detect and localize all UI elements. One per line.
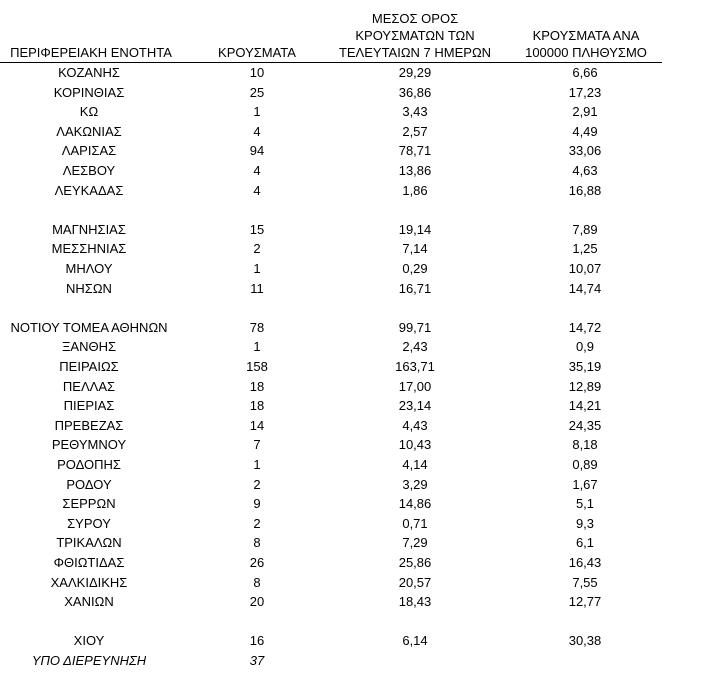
region-cell: ΧΑΝΙΩΝ xyxy=(64,594,114,610)
per-100k-cell: 12,77 xyxy=(568,594,602,610)
cases-cell: 11 xyxy=(250,280,264,296)
average-cell: 16,71 xyxy=(398,280,432,296)
region-cell: ΡΕΘΥΜΝΟΥ xyxy=(51,437,127,453)
table-row xyxy=(0,122,725,142)
region-cell: ΛΑΚΩΝΙΑΣ xyxy=(56,123,122,139)
per-100k-cell: 7,89 xyxy=(572,221,598,237)
table-row xyxy=(0,553,725,573)
table-row xyxy=(0,475,725,495)
per-100k-cell: 24,35 xyxy=(568,417,602,433)
per-100k-cell: 10,07 xyxy=(568,261,602,276)
average-cell: 14,86 xyxy=(398,496,432,512)
cases-cell: 14 xyxy=(249,417,265,433)
header-per-line-1: ΚΡΟΥΣΜΑΤΑ ΑΝΑ xyxy=(532,28,640,43)
region-cell: ΧΑΛΚΙΔΙΚΗΣ xyxy=(50,574,128,590)
header-avg-line-3: ΤΕΛΕΥΤΑΙΩΝ 7 ΗΜΕΡΩΝ xyxy=(338,45,492,60)
region-cell: ΜΕΣΣΗΝΙΑΣ xyxy=(51,241,127,257)
average-cell: 23,14 xyxy=(398,398,432,414)
per-100k-cell: 1,25 xyxy=(572,241,598,257)
per-100k-cell: 6,1 xyxy=(575,535,595,551)
region-cell: ΡΟΔΟΥ xyxy=(66,476,112,492)
cases-cell: 37 xyxy=(249,653,265,668)
per-100k-cell: 5,1 xyxy=(575,496,595,512)
cases-cell: 2 xyxy=(253,241,261,257)
under-investigation-row xyxy=(0,651,725,671)
region-cell: ΜΑΓΝΗΣΙΑΣ xyxy=(52,221,126,237)
table-row xyxy=(0,83,725,103)
region-cell: ΚΟΖΑΝΗΣ xyxy=(58,65,120,80)
cases-cell: 9 xyxy=(253,496,261,512)
region-cell: ΝΟΤΙΟΥ ΤΟΜΕΑ ΑΘΗΝΩΝ xyxy=(10,319,168,335)
cases-cell: 4 xyxy=(253,123,261,139)
table-row xyxy=(0,239,725,259)
cases-cell: 8 xyxy=(253,535,261,551)
region-cell: ΧΙΟΥ xyxy=(73,633,105,649)
cases-cell: 1 xyxy=(253,339,261,355)
cases-cell: 7 xyxy=(253,437,261,453)
per-100k-cell: 33,06 xyxy=(568,143,602,159)
header-seven-day-average xyxy=(330,10,500,61)
cases-cell: 1 xyxy=(253,261,261,276)
region-cell: ΜΗΛΟΥ xyxy=(65,261,113,276)
per-100k-cell: 16,43 xyxy=(568,555,602,570)
per-100k-cell: 14,72 xyxy=(568,319,602,335)
region-cell: ΞΑΝΘΗΣ xyxy=(61,339,117,355)
cases-cell: 2 xyxy=(253,476,261,492)
cases-cell: 20 xyxy=(249,594,265,610)
table-row xyxy=(0,141,725,161)
average-cell: 25,86 xyxy=(398,555,432,570)
table-row xyxy=(0,592,725,612)
per-100k-cell: 8,18 xyxy=(572,437,598,453)
table-row xyxy=(0,181,725,201)
cases-cell: 18 xyxy=(249,398,265,414)
average-cell: 6,14 xyxy=(402,633,428,649)
region-cell: ΠΡΕΒΕΖΑΣ xyxy=(54,417,124,433)
region-cell: ΣΥΡΟΥ xyxy=(67,515,111,531)
cases-cell: 1 xyxy=(253,457,261,472)
cases-cell: 158 xyxy=(246,359,268,374)
cases-cell: 4 xyxy=(253,163,261,178)
average-cell: 7,29 xyxy=(402,535,428,551)
average-cell: 7,14 xyxy=(402,241,428,257)
table-row xyxy=(0,259,725,279)
table-row xyxy=(0,161,725,181)
per-100k-cell: 4,49 xyxy=(572,123,598,139)
header-avg-line-1: ΜΕΣΟΣ ΟΡΟΣ xyxy=(371,11,459,26)
region-cell: ΛΕΣΒΟΥ xyxy=(62,163,116,178)
region-cell: ΠΕΙΡΑΙΩΣ xyxy=(59,359,119,374)
per-100k-cell: 6,66 xyxy=(572,65,598,80)
average-cell: 3,43 xyxy=(402,104,428,120)
average-cell: 18,43 xyxy=(398,594,432,610)
region-cell: ΚΟΡΙΝΘΙΑΣ xyxy=(53,84,125,100)
per-100k-cell: 9,3 xyxy=(575,515,595,531)
table-row xyxy=(0,279,725,299)
average-cell: 99,71 xyxy=(398,319,432,335)
region-cell: ΣΕΡΡΩΝ xyxy=(62,496,116,512)
per-100k-cell: 0,89 xyxy=(572,457,598,472)
average-cell: 4,43 xyxy=(402,417,428,433)
average-cell: 163,71 xyxy=(395,359,435,374)
table-row xyxy=(0,514,725,534)
table-row xyxy=(0,455,725,475)
region-cell: ΝΗΣΩΝ xyxy=(66,280,112,296)
header-avg-line-2: ΚΡΟΥΣΜΑΤΩΝ ΤΩΝ xyxy=(355,28,475,43)
table-row xyxy=(0,631,725,651)
table-row xyxy=(0,396,725,416)
table-row xyxy=(0,573,725,593)
region-cell: ΡΟΔΟΠΗΣ xyxy=(57,457,121,472)
cases-cell: 10 xyxy=(249,65,265,80)
average-cell: 20,57 xyxy=(398,574,432,590)
cases-cell: 26 xyxy=(249,555,265,570)
table-row xyxy=(0,377,725,397)
average-cell: 10,43 xyxy=(398,437,432,453)
table-header xyxy=(0,0,725,64)
region-cell: ΠΙΕΡΙΑΣ xyxy=(63,398,115,414)
average-cell: 17,00 xyxy=(398,378,432,394)
per-100k-cell: 16,88 xyxy=(568,182,602,198)
average-cell: 0,29 xyxy=(402,261,428,276)
per-100k-cell: 0,9 xyxy=(575,339,595,355)
average-cell: 13,86 xyxy=(398,163,432,178)
table-row xyxy=(0,357,725,377)
table-row xyxy=(0,435,725,455)
per-100k-cell: 7,55 xyxy=(572,574,598,590)
region-cell: ΦΘΙΩΤΙΔΑΣ xyxy=(53,555,125,570)
average-cell: 4,14 xyxy=(402,457,428,472)
per-100k-cell: 35,19 xyxy=(568,359,602,374)
cases-cell: 4 xyxy=(253,182,261,198)
per-100k-cell: 1,67 xyxy=(572,476,598,492)
header-per-100k xyxy=(505,27,667,61)
region-cell: ΠΕΛΛΑΣ xyxy=(62,378,116,394)
region-cell: ΚΩ xyxy=(79,104,99,120)
cases-cell: 94 xyxy=(249,143,265,159)
per-100k-cell: 2,91 xyxy=(572,104,598,120)
table-row xyxy=(0,533,725,553)
header-per-line-2: 100000 ΠΛΗΘΥΣΜΟ xyxy=(525,45,647,60)
cases-cell: 18 xyxy=(249,378,265,394)
cases-cell: 8 xyxy=(253,574,261,590)
average-cell: 0,71 xyxy=(402,515,428,531)
region-cell: ΛΕΥΚΑΔΑΣ xyxy=(54,182,124,198)
per-100k-cell: 17,23 xyxy=(568,84,602,100)
header-region: ΠΕΡΙΦΕΡΕΙΑΚΗ ΕΝΟΤΗΤΑ xyxy=(10,45,172,60)
header-cases: ΚΡΟΥΣΜΑΤΑ xyxy=(218,45,296,60)
region-cell: ΤΡΙΚΑΛΩΝ xyxy=(56,535,122,551)
region-cell: ΛΑΡΙΣΑΣ xyxy=(61,143,117,159)
cases-cell: 1 xyxy=(253,104,261,120)
table-row xyxy=(0,63,725,83)
average-cell: 19,14 xyxy=(398,221,432,237)
per-100k-cell: 4,63 xyxy=(572,163,598,178)
table-row xyxy=(0,220,725,240)
per-100k-cell: 14,21 xyxy=(568,398,602,414)
table-row xyxy=(0,102,725,122)
average-cell: 2,57 xyxy=(402,123,428,139)
per-100k-cell: 30,38 xyxy=(568,633,602,649)
average-cell: 36,86 xyxy=(398,84,432,100)
average-cell: 2,43 xyxy=(402,339,428,355)
table-row xyxy=(0,494,725,514)
cases-cell: 78 xyxy=(249,319,265,335)
table-row xyxy=(0,416,725,436)
average-cell: 78,71 xyxy=(398,143,432,159)
average-cell: 3,29 xyxy=(402,476,428,492)
average-cell: 29,29 xyxy=(398,65,432,80)
average-cell: 1,86 xyxy=(402,182,428,198)
per-100k-cell: 12,89 xyxy=(568,378,602,394)
cases-cell: 25 xyxy=(249,84,265,100)
per-100k-cell: 14,74 xyxy=(568,280,602,296)
table-row xyxy=(0,318,725,338)
cases-cell: 2 xyxy=(253,515,261,531)
cases-cell: 15 xyxy=(249,221,265,237)
table-row xyxy=(0,337,725,357)
region-cell: ΥΠΟ ΔΙΕΡΕΥΝΗΣΗ xyxy=(31,653,147,668)
cases-cell: 16 xyxy=(249,633,265,649)
